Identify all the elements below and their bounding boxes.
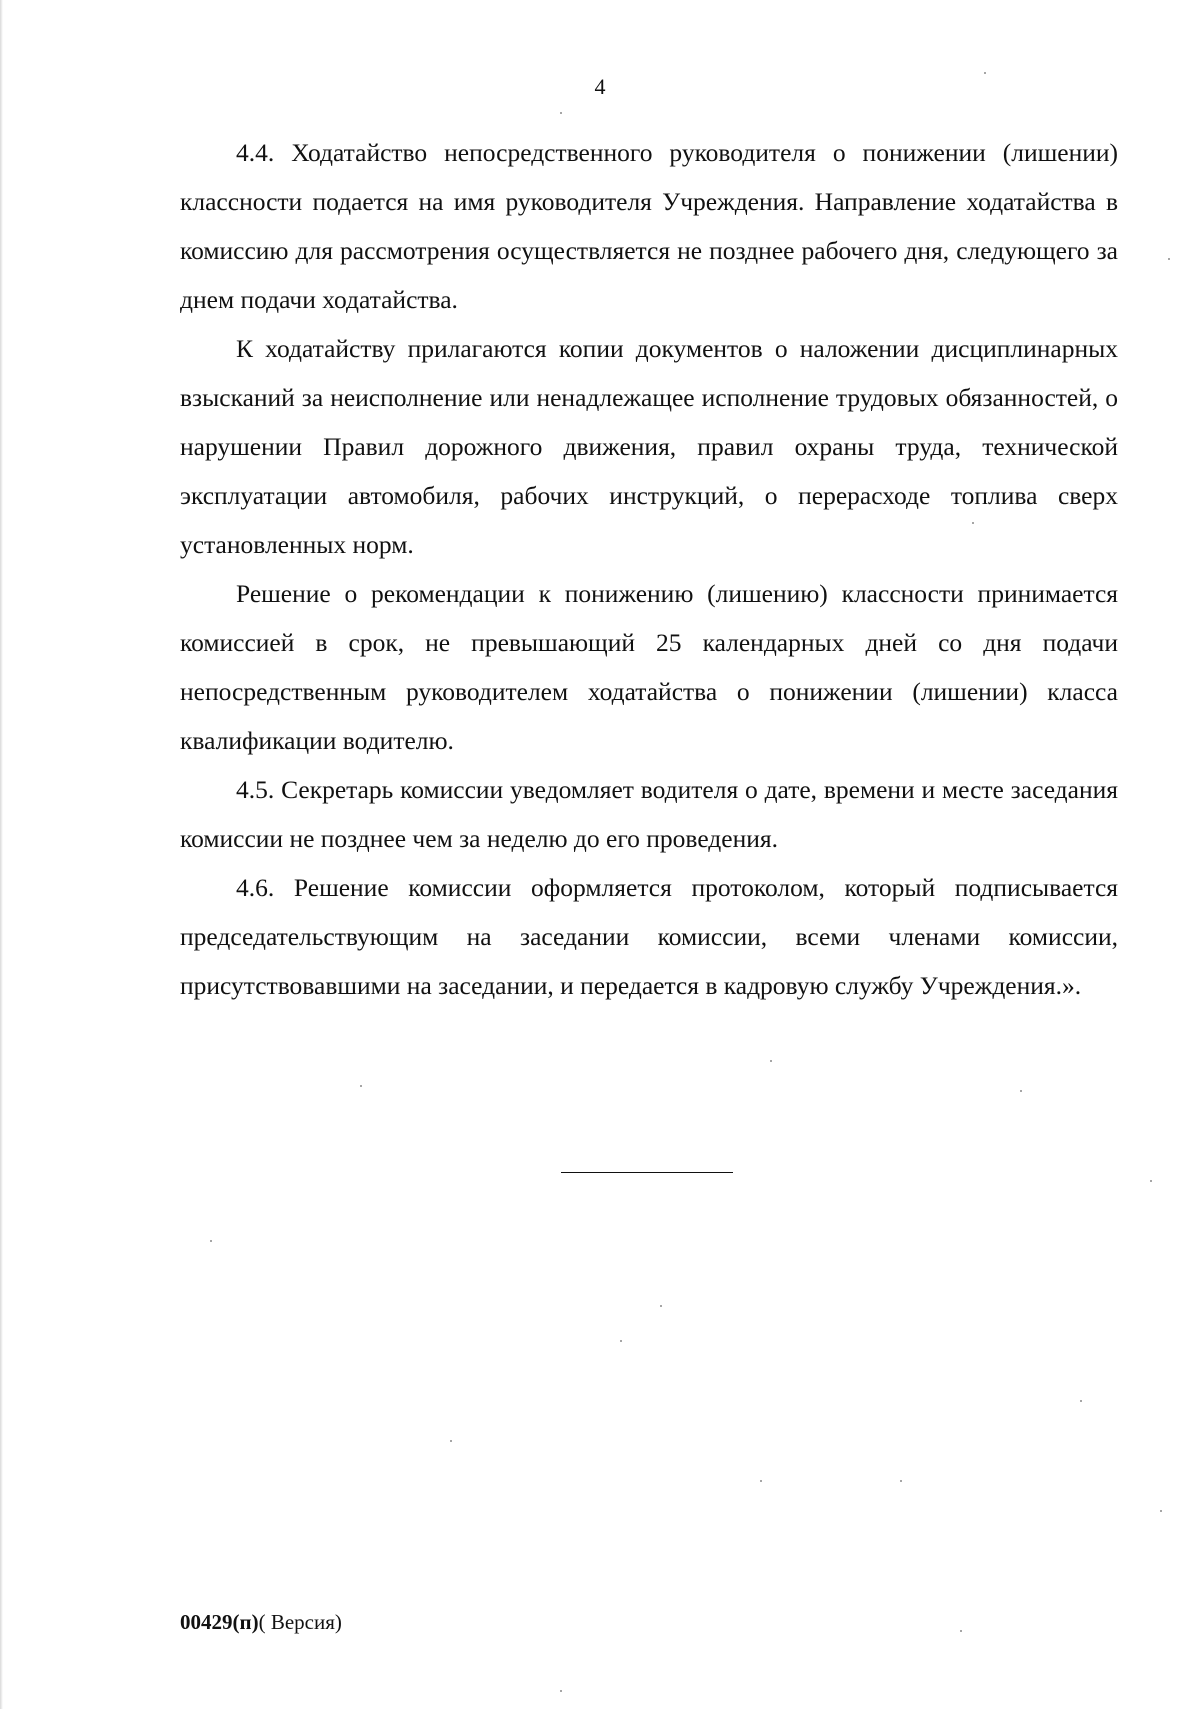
paragraph-4-6: 4.6. Решение комиссии оформляется протоколом, который подписывается председательствующим на заседании комиссии, всеми членами комиссии, присутствовавшими на заседании, и передается в кадровую службу Учреждения.». (180, 873, 1118, 1000)
document-code-id: 00429(п) (180, 1610, 259, 1634)
scan-speck (660, 1305, 662, 1307)
scan-speck (770, 1060, 772, 1062)
scan-speck (1168, 258, 1170, 260)
scan-speck (560, 1690, 562, 1692)
scan-speck (1020, 1090, 1022, 1092)
closing-divider (561, 1172, 733, 1173)
scan-speck (210, 1240, 212, 1242)
paragraph-decision-deadline: Решение о рекомендации к понижению (лишению) классности принимается комиссией в срок, не превышающий 25 календарных дней со дня подачи непосредственным руководителем ходатайства о понижении (лишении) класса квалификации водителю. (180, 579, 1118, 755)
paragraph-attachments: К ходатайству прилагаются копии документов о наложении дисциплинарных взысканий за неисполнение или ненадлежащее исполнение трудовых обязанностей, о нарушении Правил дорожного движения, правил охраны труда, технической эксплуатации автомобиля, рабочих инструкций, о перерасходе топлива сверх установленных норм. (180, 334, 1118, 559)
document-code (180, 1609, 342, 1635)
scan-speck (1080, 1400, 1082, 1402)
scan-speck (560, 112, 562, 114)
scan-edge (0, 0, 3, 1709)
scan-speck (360, 1085, 362, 1087)
scan-speck (972, 522, 974, 524)
paragraph-4-5: 4.5. Секретарь комиссии уведомляет водителя о дате, времени и месте заседания комиссии не позднее чем за неделю до его проведения. (180, 775, 1118, 853)
scan-speck (984, 72, 986, 74)
scan-speck (450, 1440, 452, 1442)
scan-speck (900, 1480, 902, 1482)
scan-speck (1150, 1180, 1152, 1182)
scan-speck (1160, 1510, 1162, 1512)
scan-speck (760, 1480, 762, 1482)
scan-speck (620, 1340, 622, 1342)
page-number: 4 (594, 74, 606, 99)
document-version-label: ( Версия) (258, 1610, 342, 1634)
paragraph-4-4: 4.4. Ходатайство непосредственного руководителя о понижении (лишении) классности подается на имя руководителя Учреждения. Направление ходатайства в комиссию для рассмотрения осуществляется не позднее рабочего дня, следующего за днем подачи ходатайства. (180, 138, 1118, 314)
document-body (180, 128, 1118, 1010)
scan-speck (960, 1630, 962, 1632)
